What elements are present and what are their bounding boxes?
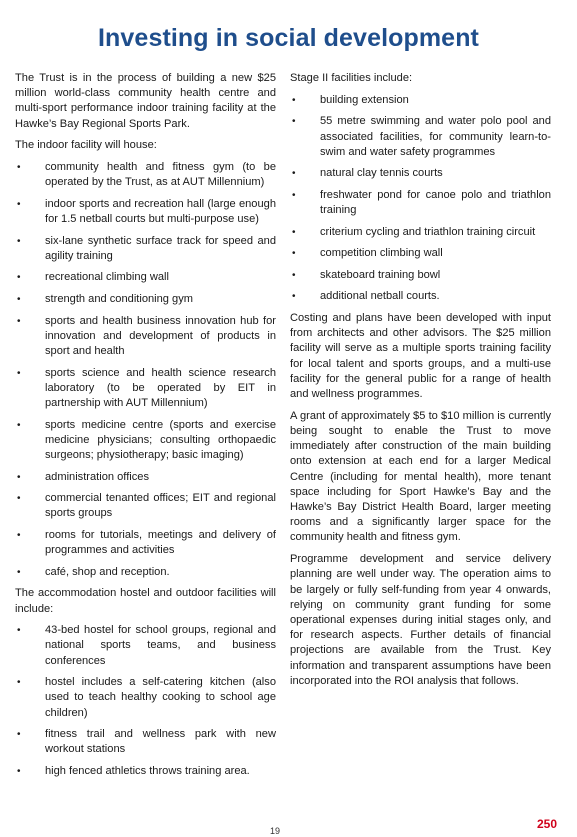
list-item bbox=[15, 528, 276, 558]
bullet-icon: • bbox=[292, 269, 296, 281]
bullet-icon: • bbox=[17, 294, 21, 305]
stage-two-list bbox=[290, 93, 551, 305]
list-item bbox=[15, 491, 276, 521]
bullet-icon: • bbox=[17, 625, 21, 637]
bullet-icon: • bbox=[17, 729, 21, 741]
list-item-text: sports and health business innovation hub for innovation and development of products in sport and health bbox=[45, 314, 276, 357]
list-item-text: high fenced athletics throws training area. bbox=[45, 765, 250, 778]
list-item-text: competition climbing wall bbox=[320, 247, 443, 260]
list-item-text: hostel includes a self-catering kitchen (also used to teach healthy cooking to school age children) bbox=[45, 676, 276, 719]
bullet-icon: • bbox=[17, 677, 21, 689]
list-item bbox=[290, 114, 551, 160]
list-item-text: sports science and health science research laboratory (to be operated by EIT in partnership with AUT Millennium) bbox=[45, 366, 276, 409]
bullet-icon: • bbox=[17, 766, 21, 778]
bullet-icon: • bbox=[292, 291, 296, 303]
list-item bbox=[290, 225, 551, 240]
bullet-icon: • bbox=[292, 189, 296, 201]
bullet-icon: • bbox=[292, 248, 296, 260]
list-item-text: natural clay tennis courts bbox=[320, 167, 443, 180]
page-reference: 250 bbox=[536, 817, 557, 831]
list-item bbox=[15, 366, 276, 412]
bullet-icon: • bbox=[292, 168, 296, 180]
bullet-icon: • bbox=[17, 493, 21, 505]
list-item-text: fitness trail and wellness park with new workout stations bbox=[45, 728, 276, 756]
list-item bbox=[290, 166, 551, 181]
bullet-icon: • bbox=[17, 471, 21, 483]
stage-two-lead: Stage II facilities include: bbox=[290, 72, 413, 84]
bullet-icon: • bbox=[292, 116, 296, 128]
programme-paragraph: Programme development and service delivery planning are well under way. The operation aims to be largely or fully self-funding from year 4 onwards, relying on community grant funding for some operational expenses during initial stages only, and for research aspects. Further details of financial projections are available from the Trust. Key information and transparent assumptions have been incorporated into the ROI analysis that follows. bbox=[290, 553, 551, 687]
list-item-text: criterium cycling and triathlon training circuit bbox=[320, 225, 536, 238]
list-item-text: building extension bbox=[320, 93, 409, 106]
list-item bbox=[15, 623, 276, 669]
page-number: 19 bbox=[270, 826, 281, 836]
intro-paragraph: The Trust is in the process of building a new $25 million world-class community health centre and multi-sport performance indoor training facility at the Hawke’s Bay Regional Sports Park. bbox=[15, 72, 276, 130]
bullet-icon: • bbox=[17, 566, 21, 578]
indoor-facility-list bbox=[15, 160, 276, 580]
list-item bbox=[15, 418, 276, 464]
indoor-facility-lead: The indoor facility will house: bbox=[15, 139, 157, 152]
bullet-icon: • bbox=[17, 198, 21, 210]
list-item bbox=[290, 188, 551, 218]
list-item-text: 55 metre swimming and water polo pool and associated facilities, for community learn-to-swim and water safety programmes bbox=[320, 115, 551, 158]
list-item bbox=[15, 234, 276, 264]
list-item-text: indoor sports and recreation hall (large enough for 1.5 netball courts but multi-purpose use) bbox=[45, 197, 276, 226]
list-item-text: freshwater pond for canoe polo and triathlon training bbox=[320, 188, 551, 217]
bullet-icon: • bbox=[17, 235, 21, 247]
list-item bbox=[15, 314, 276, 360]
list-item-text: sports medicine centre (sports and exercise medicine physicians; consulting orthopaedic surgeons; physiotherapy; basic imaging) bbox=[45, 418, 276, 461]
list-item bbox=[15, 270, 276, 285]
list-item-text: skateboard training bowl bbox=[320, 268, 441, 281]
list-item-text: strength and conditioning gym bbox=[45, 293, 194, 305]
hostel-lead: The accommodation hostel and outdoor facilities will include: bbox=[15, 587, 276, 615]
grant-paragraph: A grant of approximately $5 to $10 million is currently being sought to enable the Trust to move immediately after construction of the main building onto extension at each end for a larger Medical Centre (including for mental health), more tenant space including for Sport Hawke’s Bay and the Hawke’s Bay District Health Board, larger meeting rooms and a significantly larger space for the community health and fitness gym. bbox=[290, 409, 551, 544]
bullet-icon: • bbox=[17, 529, 21, 541]
bullet-icon: • bbox=[17, 419, 21, 431]
right-column bbox=[290, 71, 551, 695]
left-column bbox=[15, 71, 276, 786]
list-item bbox=[15, 565, 276, 580]
list-item bbox=[15, 675, 276, 721]
list-item bbox=[15, 727, 276, 757]
list-item-text: café, shop and reception. bbox=[45, 565, 170, 578]
list-item-text: administration offices bbox=[45, 470, 150, 483]
list-item bbox=[290, 289, 551, 304]
hostel-facility-list bbox=[15, 623, 276, 779]
list-item bbox=[15, 470, 276, 485]
bullet-icon: • bbox=[292, 94, 296, 106]
list-item bbox=[15, 764, 276, 779]
page-title: Investing in social development bbox=[98, 24, 479, 52]
list-item-text: commercial tenanted offices; EIT and regional sports groups bbox=[45, 492, 276, 520]
costing-paragraph: Costing and plans have been developed with input from architects and other advisors. The $25 million facility will serve as a multiple sports training facility for local talent and sports groups, and a multi-use facility for the general public for a range of health and wellness programmes. bbox=[290, 312, 551, 401]
list-item-text: six-lane synthetic surface track for speed and agility training bbox=[45, 234, 276, 262]
bullet-icon: • bbox=[17, 315, 21, 327]
list-item bbox=[15, 197, 276, 227]
bullet-icon: • bbox=[17, 272, 21, 284]
list-item-text: additional netball courts. bbox=[320, 290, 440, 303]
list-item bbox=[15, 292, 276, 307]
list-item-text: 43-bed hostel for school groups, regional and national sports teams, and business conferences bbox=[45, 624, 276, 667]
bullet-icon: • bbox=[17, 162, 21, 174]
bullet-icon: • bbox=[17, 367, 21, 379]
bullet-icon: • bbox=[292, 226, 296, 238]
list-item-text: community health and fitness gym (to be operated by the Trust, as at AUT Millennium) bbox=[45, 161, 276, 189]
list-item bbox=[15, 160, 276, 190]
list-item-text: rooms for tutorials, meetings and delivery of programmes and activities bbox=[45, 528, 276, 557]
list-item-text: recreational climbing wall bbox=[45, 271, 169, 284]
list-item bbox=[290, 93, 551, 108]
list-item bbox=[290, 246, 551, 261]
list-item bbox=[290, 268, 551, 283]
